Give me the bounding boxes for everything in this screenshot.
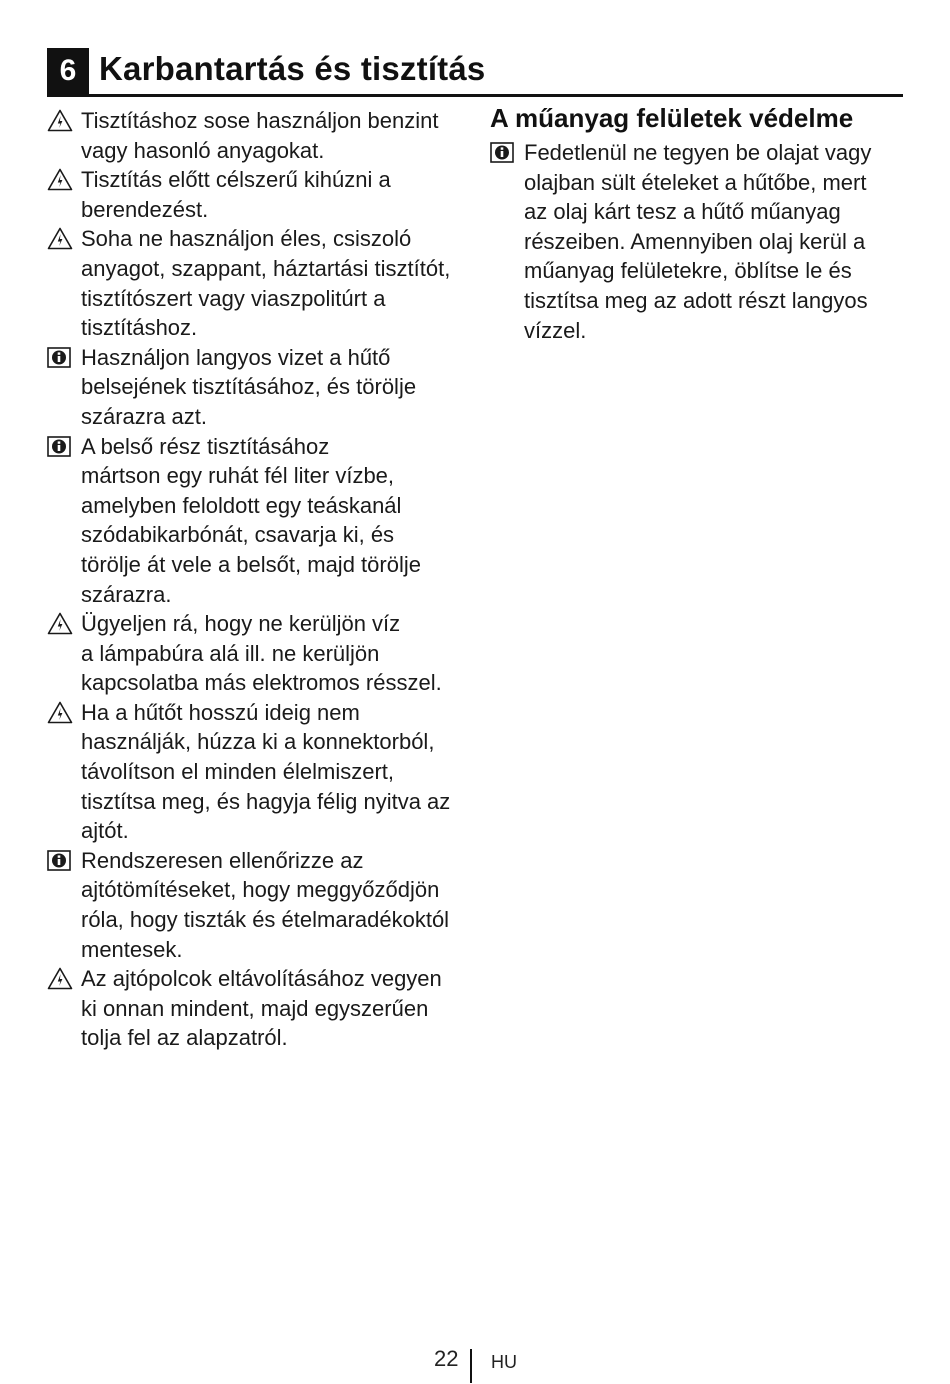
list-item (47, 224, 467, 342)
item-text: Ügyeljen rá, hogy ne kerüljön víz a lámpabúra alá ill. ne kerüljön kapcsolatba más elektromos résszel. (81, 611, 442, 696)
section-title: A műanyag felületek védelme (490, 103, 854, 133)
info-icon (490, 138, 524, 167)
left-column (47, 106, 467, 1053)
chapter-title: Karbantartás és tisztítás (99, 50, 486, 87)
item-text: Rendszeresen ellenőrizze az ajtótömítéseket, hogy meggyőződjön róla, hogy tiszták és ételmaradékoktól mentesek. (81, 847, 450, 962)
chapter-header (47, 48, 903, 97)
item-text: Fedetlenül ne tegyen be olajat vagy olajban sült ételeket a hűtőbe, mert az olaj kárt tesz a hűtő műanyag részeiben. Amennyiben olaj kerül a műanyag felületekre, öblítse le és tisztítsa meg az adott részt langyos vízzel. (524, 140, 872, 343)
info-icon (47, 343, 81, 372)
list-item (47, 698, 467, 846)
info-icon (47, 846, 81, 875)
page-number: 22 (434, 1346, 459, 1371)
footer-divider (470, 1349, 472, 1383)
warning-icon (47, 165, 81, 194)
item-text: Soha ne használjon éles, csiszoló anyagot, szappant, háztartási tisztítót, tisztítószert vagy viaszpolitúrt a tisztításhoz. (81, 226, 451, 341)
warning-icon (47, 964, 81, 993)
item-text: Használjon langyos vizet a hűtő belsejének tisztításához, és törölje szárazra azt. (81, 344, 417, 429)
info-icon (47, 432, 81, 461)
list-item (47, 964, 467, 1053)
list-item (47, 432, 467, 610)
right-column (490, 103, 910, 345)
list-item (47, 846, 467, 964)
item-text: Tisztítás előtt célszerű kihúzni a berendezést. (81, 167, 391, 222)
warning-icon (47, 224, 81, 253)
item-text: A belső rész tisztításához mártson egy ruhát fél liter vízbe, amelyben feloldott egy teáskanál szódabikarbónát, csavarja ki, és törölje át vele a belsőt, majd törölje szárazra. (81, 433, 421, 607)
language-code: HU (491, 1352, 517, 1372)
item-text: Ha a hűtőt hosszú ideig nem használják, húzza ki a konnektorból, távolítson el minden élelmiszert, tisztítsa meg, és hagyja félig nyitva az ajtót. (81, 699, 451, 844)
list-item (47, 343, 467, 432)
list-item (47, 106, 467, 165)
warning-icon (47, 106, 81, 135)
warning-icon (47, 698, 81, 727)
list-item (490, 138, 910, 345)
item-text: Az ajtópolcok eltávolításához vegyen ki onnan mindent, majd egyszerűen tolja fel az alapzatról. (81, 966, 442, 1051)
item-text: Tisztításhoz sose használjon benzint vagy hasonló anyagokat. (81, 108, 439, 163)
list-item (47, 165, 467, 224)
list-item (47, 609, 467, 698)
warning-icon (47, 609, 81, 638)
chapter-number-badge: 6 (47, 48, 89, 94)
